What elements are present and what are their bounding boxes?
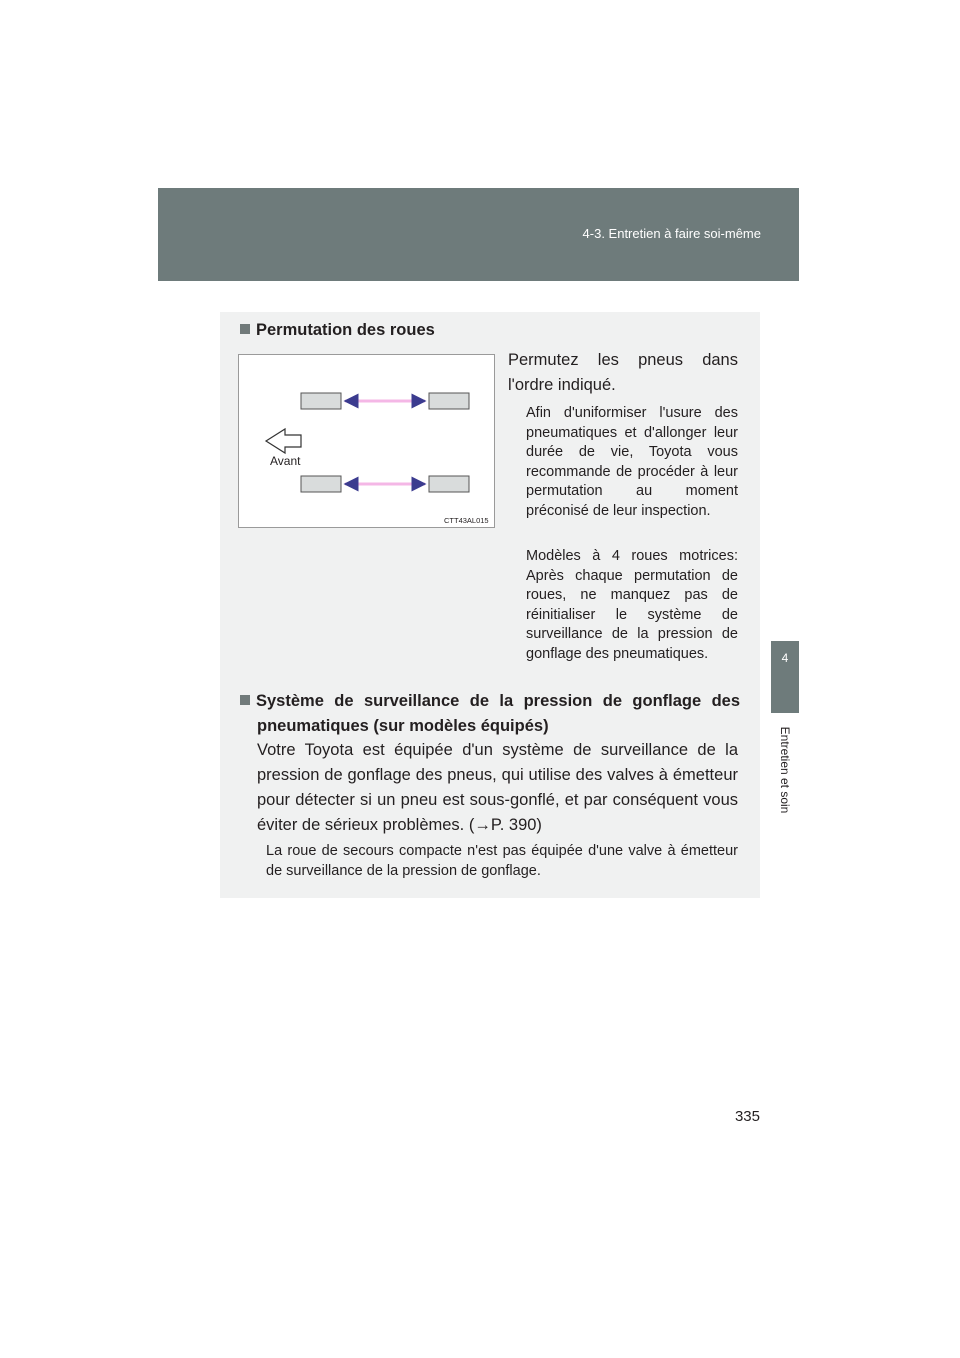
tire-rotation-svg bbox=[239, 355, 496, 529]
page-number: 335 bbox=[734, 1108, 760, 1125]
rotation-heading-text: Permutation des roues bbox=[256, 321, 435, 339]
tpms-heading-cont bbox=[257, 714, 549, 739]
section-title: 4-3. Entretien à faire soi-même bbox=[582, 226, 761, 241]
tpms-spare-note: La roue de secours compacte n'est pas équipée d'une valve à émetteur de surveillance de la pression de gonflage. bbox=[266, 843, 738, 879]
tpms-heading bbox=[240, 689, 740, 714]
tpms-heading-line2: pneumatiques (sur modèles équipés) bbox=[257, 717, 549, 735]
bullet-square-icon bbox=[240, 324, 250, 334]
tpms-heading-line1: Système de surveillance de la pression de gonflage des bbox=[256, 692, 740, 710]
tire-rotation-diagram bbox=[238, 354, 495, 528]
rotation-heading bbox=[240, 318, 435, 343]
tire-front-right bbox=[301, 476, 341, 492]
illustration-code: CTT43AL015 bbox=[444, 516, 489, 525]
front-direction-arrow-icon bbox=[266, 429, 301, 453]
chapter-title: Entretien et soin bbox=[778, 726, 792, 814]
section-header bbox=[158, 188, 799, 281]
rotation-note-4wd: Modèles à 4 roues motrices: Après chaque permutation de roues, ne manquez pas de réinitialiser le système de surveillance de la pression de gonflage des pneumatiques. bbox=[526, 548, 738, 662]
rotation-intro: Permutez les pneus dans l'ordre indiqué. bbox=[508, 351, 738, 394]
tpms-body: Votre Toyota est équipée d'un système de surveillance de la pression de gonflage des pneus, qui utilise des valves à émetteur pour détecter si un pneu est sous-gonflé, et par conséquent vous éviter de sérieux problèmes. (→P. 390) bbox=[257, 741, 738, 834]
chapter-number: 4 bbox=[771, 641, 799, 713]
tire-rear-left bbox=[429, 393, 469, 409]
tire-front-left bbox=[301, 393, 341, 409]
front-label: Avant bbox=[270, 454, 301, 468]
rotation-note-uniform-wear: Afin d'uniformiser l'usure des pneumatiques et d'allonger leur durée de vie, Toyota vous recommande de procéder à leur permutation au moment préconisé de leur inspection. bbox=[526, 405, 738, 519]
tire-rear-right bbox=[429, 476, 469, 492]
bullet-square-icon bbox=[240, 695, 250, 705]
